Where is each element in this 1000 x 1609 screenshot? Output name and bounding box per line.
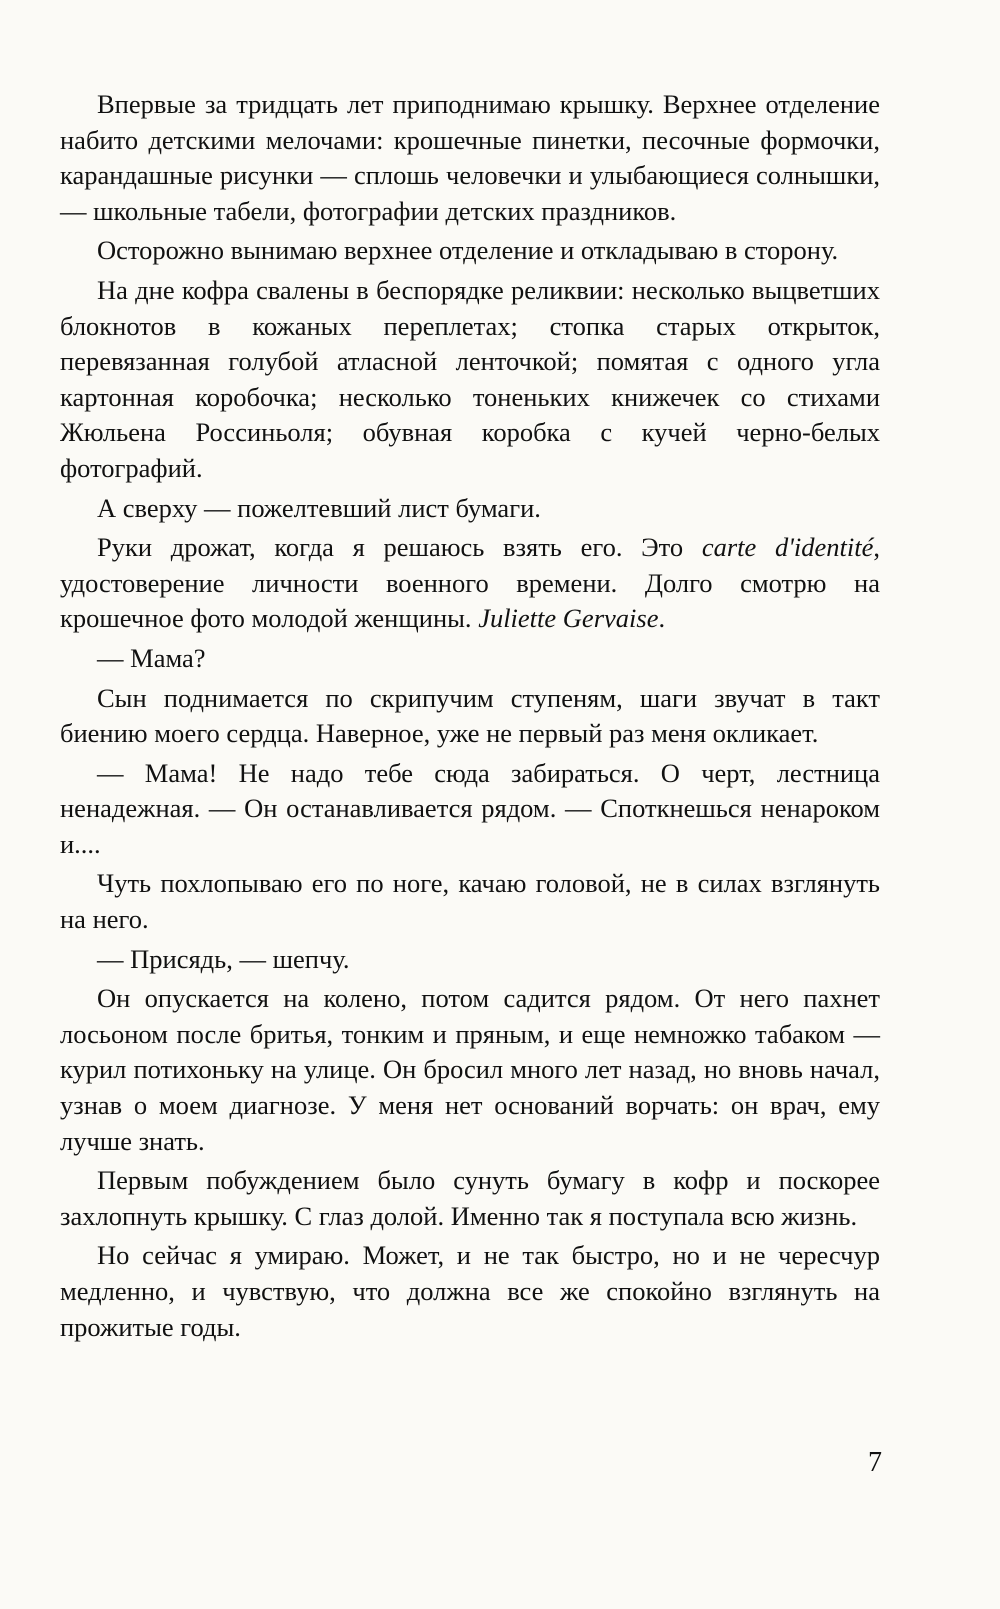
paragraph-3: На дне кофра свалены в беспорядке реликвии: несколько выцветших блокнотов в кожаных переплетах; стопка старых открыток, перевязанная голубой атласной ленточкой; помятая с одного угла картонная коробочка; несколько тоненьких книжечек со стихами Жюльена Россиньоля; обувная коробка с кучей черно-белых фотографий. [60,274,880,483]
identity-text-2: , удостоверение личности военного времени. Долго смотрю на крошечное фото молодой женщины. [60,532,880,634]
identity-italic-carte: carte d'identité [701,532,874,563]
paragraph-9: Чуть похлопываю его по ноге, качаю головой, не в силах взглянуть на него. [60,868,880,935]
paragraph-6: — Мама? [97,642,206,673]
identity-text-1: Руки дрожат, когда я решаюсь взять его. Это [97,532,702,563]
identity-text-3: . [658,603,666,634]
body-text [60,87,880,1349]
page-number: 7 [868,1447,882,1478]
paragraph-4: А сверху — пожелтевший лист бумаги. [97,492,541,523]
paragraph-8: — Мама! Не надо тебе сюда забираться. О черт, лестница ненадежная. — Он останавливается рядом. — Споткнешься ненароком и.... [60,757,880,859]
paragraph-11: Он опускается на колено, потом садится рядом. От него пахнет лосьоном после бритья, тонким и пряным, и еще немножко табаком — курил потихоньку на улице. Он бросил много лет назад, но вновь начал, узнав о моем диагнозе. У меня нет оснований ворчать: он врач, ему лучше знать. [60,983,880,1156]
identity-italic-name: Juliette Gervaise [478,603,659,634]
paragraph-13: Но сейчас я умираю. Может, и не так быстро, но и не чересчур медленно, и чувствую, что должна все же спокойно взглянуть на прожитые годы. [60,1240,880,1342]
paragraph-7: Сын поднимается по скрипучим ступеням, шаги звучат в такт биению моего сердца. Наверное, уже не первый раз меня окликает. [60,682,880,749]
paragraph-12: Первым побуждением было сунуть бумагу в кофр и поскорее захлопнуть крышку. С глаз долой. Именно так я поступала всю жизнь. [60,1165,880,1231]
paragraph-5-identity [60,530,880,637]
paragraph-10: — Присядь, — шепчу. [97,943,350,974]
paragraph-2: Осторожно вынимаю верхнее отделение и откладываю в сторону. [97,235,839,266]
paragraph-1: Впервые за тридцать лет приподнимаю крышку. Верхнее отделение набито детскими мелочами: крошечные пинетки, песочные формочки, карандашные рисунки — сплошь человечки и улыбающиеся солнышки, — школьные табели, фотографии детских праздников. [60,89,880,226]
